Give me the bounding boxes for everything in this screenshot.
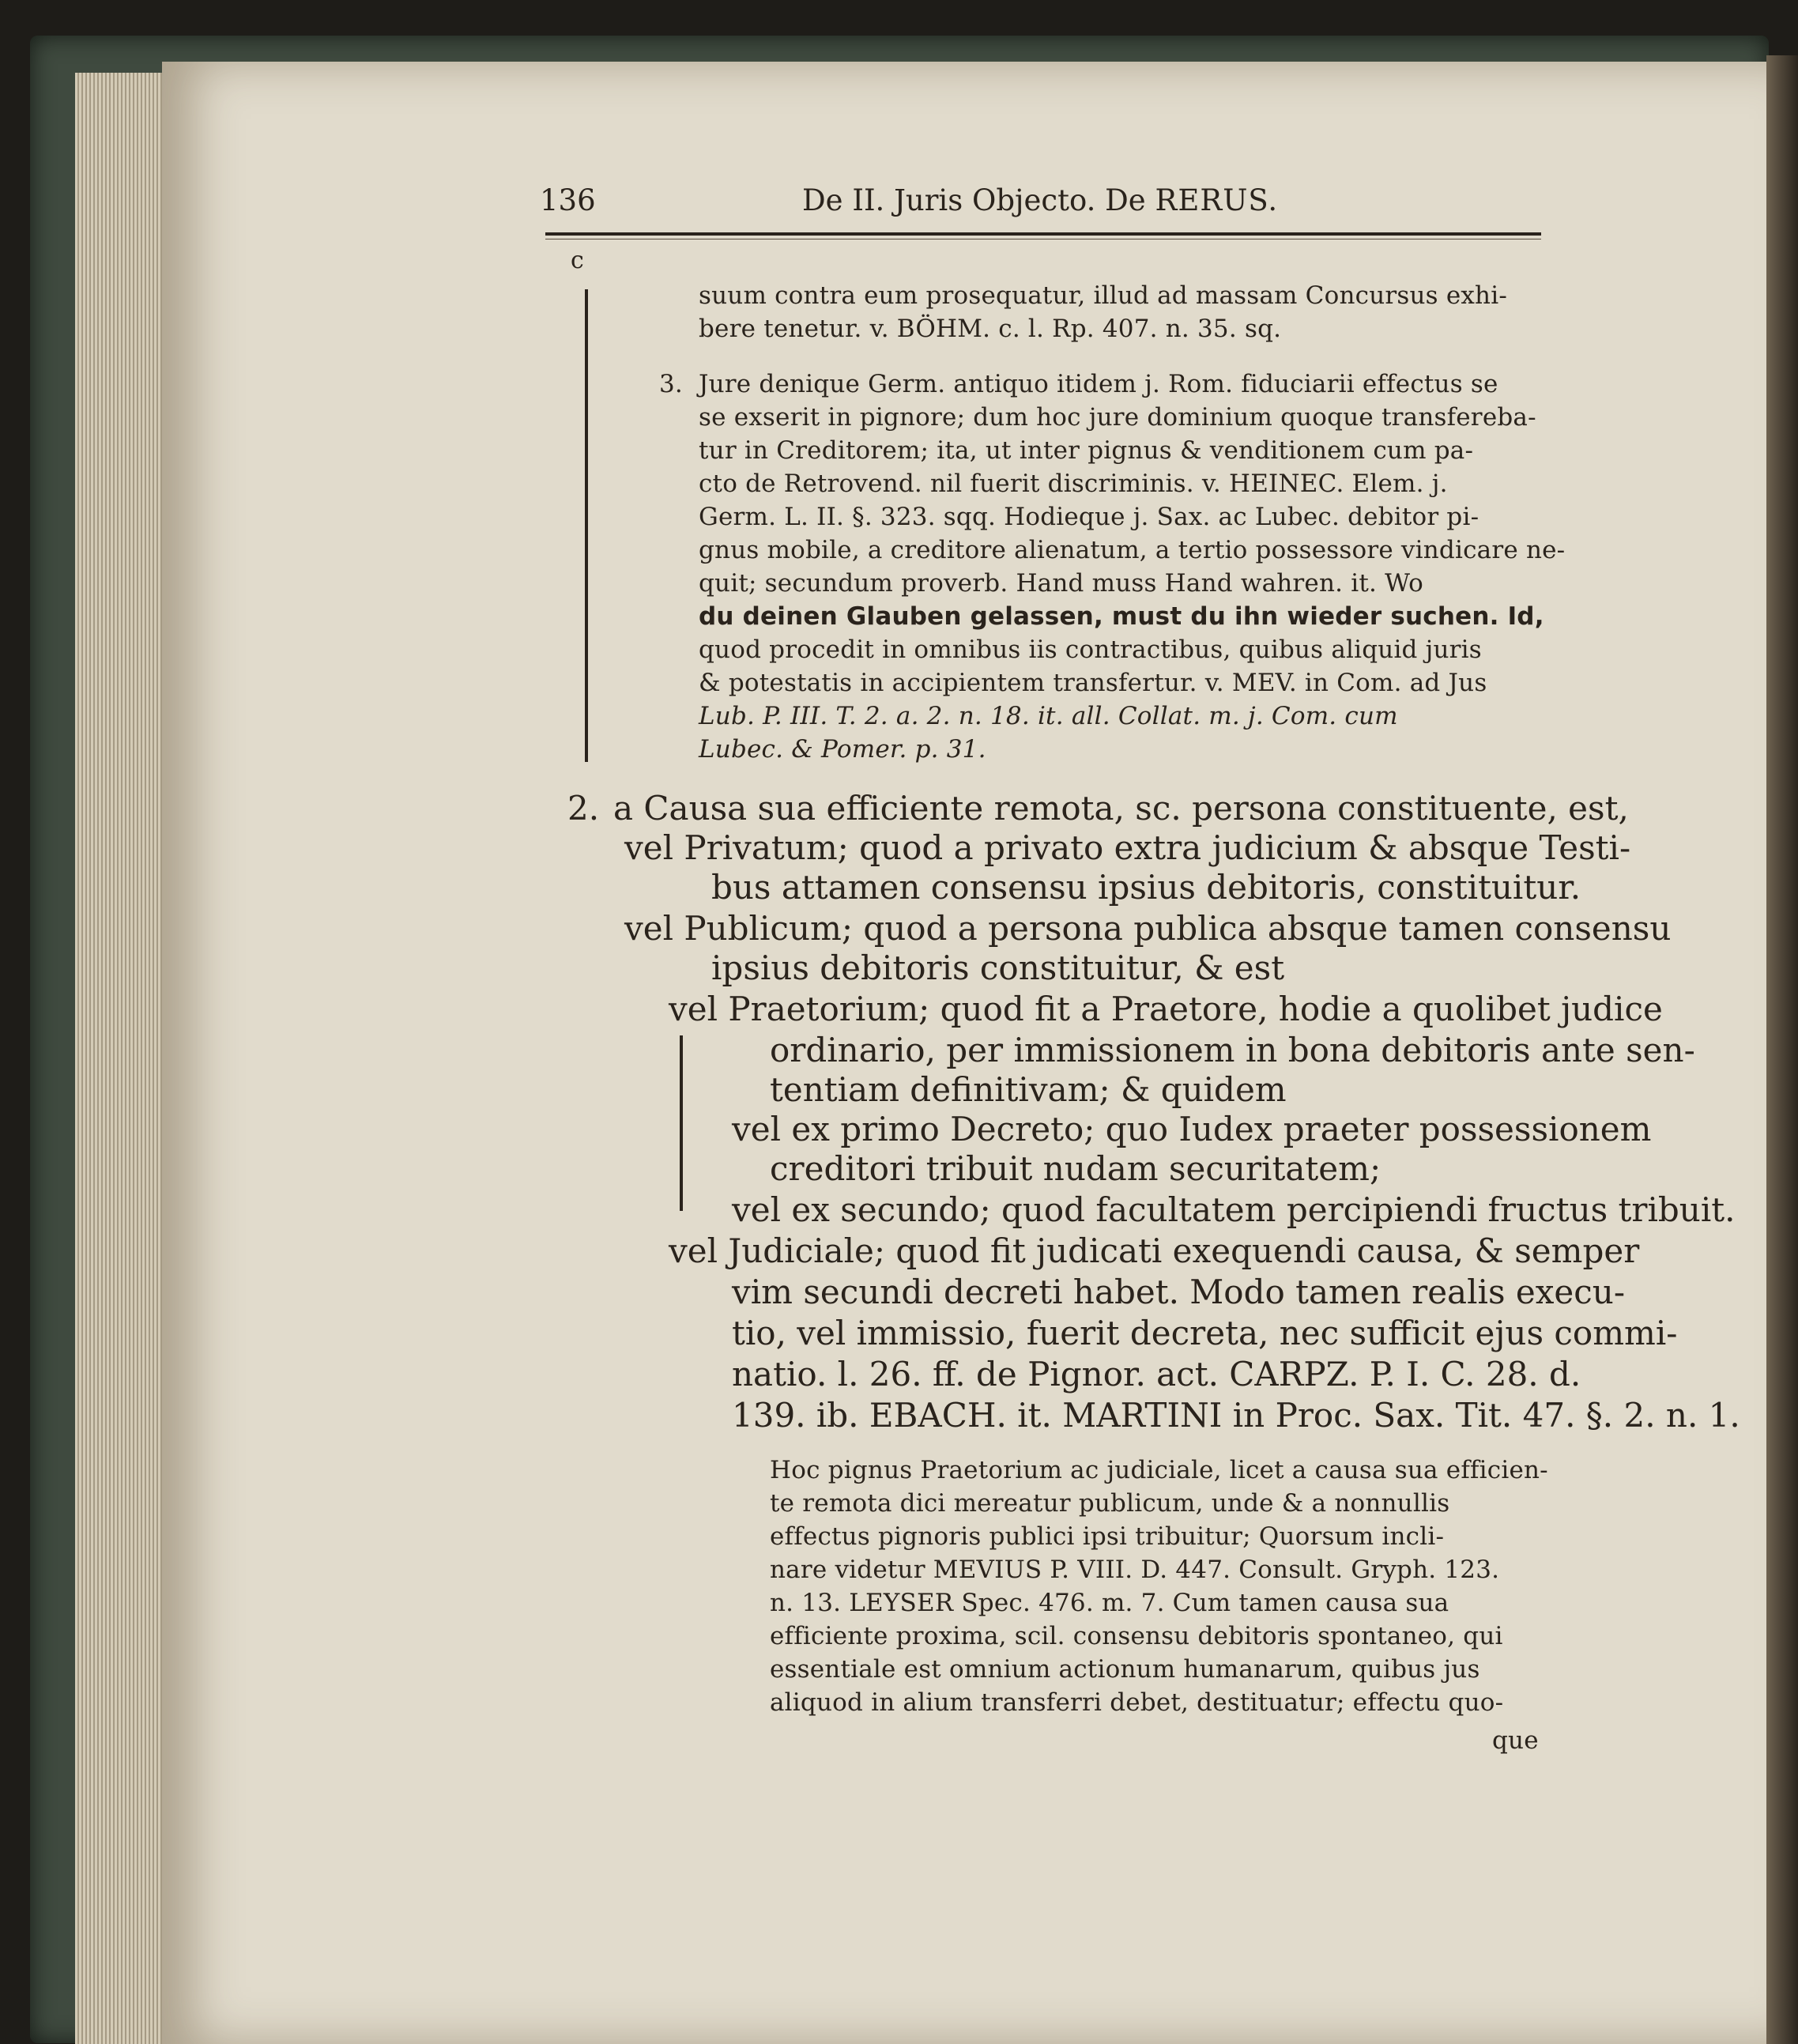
footnote-line: cto de Retrovend. nil fuerit discriminis. v. HEINEC. Elem. j.	[699, 470, 1448, 498]
main-line: vel Judiciale; quod fit judicati exequendi causa, & semper	[669, 1231, 1640, 1270]
main-line: creditori tribuit nudam securitatem;	[770, 1149, 1381, 1188]
header-rule	[545, 232, 1541, 236]
footnote-line: te remota dici mereatur publicum, unde & a nonnullis	[770, 1489, 1450, 1518]
footnote-line: & potestatis in accipientem transfertur. v. MEV. in Com. ad Jus	[699, 669, 1487, 697]
footnote-line: se exserit in pignore; dum hoc jure dominium quoque transfereba-	[699, 403, 1536, 432]
bracket-bar-praetorium	[680, 1035, 683, 1211]
footnote-line: Jure denique Germ. antiquo itidem j. Rom. fiduciarii effectus se	[699, 370, 1498, 398]
main-line: ipsius debitoris constituitur, & est	[711, 948, 1285, 987]
footnote-line: gnus mobile, a creditore alienatum, a tertio possessore vindicare ne-	[699, 536, 1566, 564]
footnote-line: n. 13. LEYSER Spec. 476. m. 7. Cum tamen causa sua	[770, 1589, 1449, 1617]
footnote-line-fraktur: du deinen Glauben gelassen, must du ihn wieder suchen. Id,	[699, 602, 1544, 631]
main-line: bus attamen consensu ipsius debitoris, constituitur.	[711, 868, 1581, 907]
footnote-line: aliquod in alium transferri debet, destituatur; effectu quo-	[770, 1688, 1504, 1717]
footnote-line: tur in Creditorem; ita, ut inter pignus & venditionem cum pa-	[699, 436, 1474, 465]
footnote-line: bere tenetur. v. BÖHM. c. l. Rp. 407. n. 35. sq.	[699, 315, 1282, 343]
item-number: 3.	[659, 370, 683, 398]
page-number: 136	[540, 183, 596, 217]
footnote-line: efficiente proxima, scil. consensu debitoris spontaneo, qui	[770, 1622, 1503, 1650]
main-line: ordinario, per immissionem in bona debitoris ante sen-	[770, 1031, 1695, 1069]
footnote-line: Germ. L. II. §. 323. sqq. Hodieque j. Sax. ac Lubec. debitor pi-	[699, 503, 1479, 531]
main-line: 139. ib. EBACH. it. MARTINI in Proc. Sax. Tit. 47. §. 2. n. 1.	[732, 1396, 1740, 1435]
running-header-title: De II. Juris Objecto. De	[802, 183, 1155, 217]
catchword: que	[1492, 1726, 1539, 1755]
main-line: vel Privatum; quod a privato extra judicium & absque Testi-	[624, 828, 1631, 867]
running-header	[802, 183, 1278, 217]
footnote-line: effectus pignoris publici ipsi tribuitur; Quorsum incli-	[770, 1522, 1445, 1551]
footnote-line: Hoc pignus Praetorium ac judiciale, licet a causa sua efficien-	[770, 1456, 1548, 1484]
footnote-line: quit; secundum proverb. Hand muss Hand wahren. it. Wo	[699, 569, 1423, 598]
page-gutter	[1766, 55, 1798, 2044]
margin-marker-c: c	[571, 247, 584, 274]
item-number: 2.	[567, 789, 600, 828]
footnote-line: suum contra eum prosequatur, illud ad massam Concursus exhi-	[699, 281, 1507, 310]
main-line: vel ex secundo; quod facultatem percipiendi fructus tribuit.	[732, 1190, 1736, 1229]
footnote-line: quod procedit in omnibus iis contractibus, quibus aliquid juris	[699, 635, 1482, 664]
main-line: tentiam definitivam; & quidem	[770, 1070, 1287, 1109]
main-line: vel Publicum; quod a persona publica absque tamen consensu	[624, 909, 1672, 948]
footnote-line: Lubec. & Pomer. p. 31.	[699, 735, 986, 764]
running-header-caps: RERUS.	[1155, 183, 1279, 217]
bracket-bar-top	[585, 289, 588, 762]
footnote-line: essentiale est omnium actionum humanarum, quibus jus	[770, 1655, 1480, 1684]
footnote-line: nare videtur MEVIUS P. VIII. D. 447. Consult. Gryph. 123.	[770, 1556, 1500, 1584]
main-line: vel ex primo Decreto; quo Iudex praeter possessionem	[732, 1110, 1652, 1148]
main-line: a Causa sua efficiente remota, sc. persona constituente, est,	[613, 789, 1629, 828]
main-line: vim secundi decreti habet. Modo tamen realis execu-	[732, 1273, 1626, 1311]
main-line: tio, vel immissio, fuerit decreta, nec sufficit ejus commi-	[732, 1314, 1678, 1352]
main-line: natio. l. 26. ff. de Pignor. act. CARPZ. P. I. C. 28. d.	[732, 1355, 1581, 1393]
main-line: vel Praetorium; quod fit a Praetore, hodie a quolibet judice	[669, 990, 1663, 1028]
footnote-line: Lub. P. III. T. 2. a. 2. n. 18. it. all. Collat. m. j. Com. cum	[699, 702, 1398, 730]
